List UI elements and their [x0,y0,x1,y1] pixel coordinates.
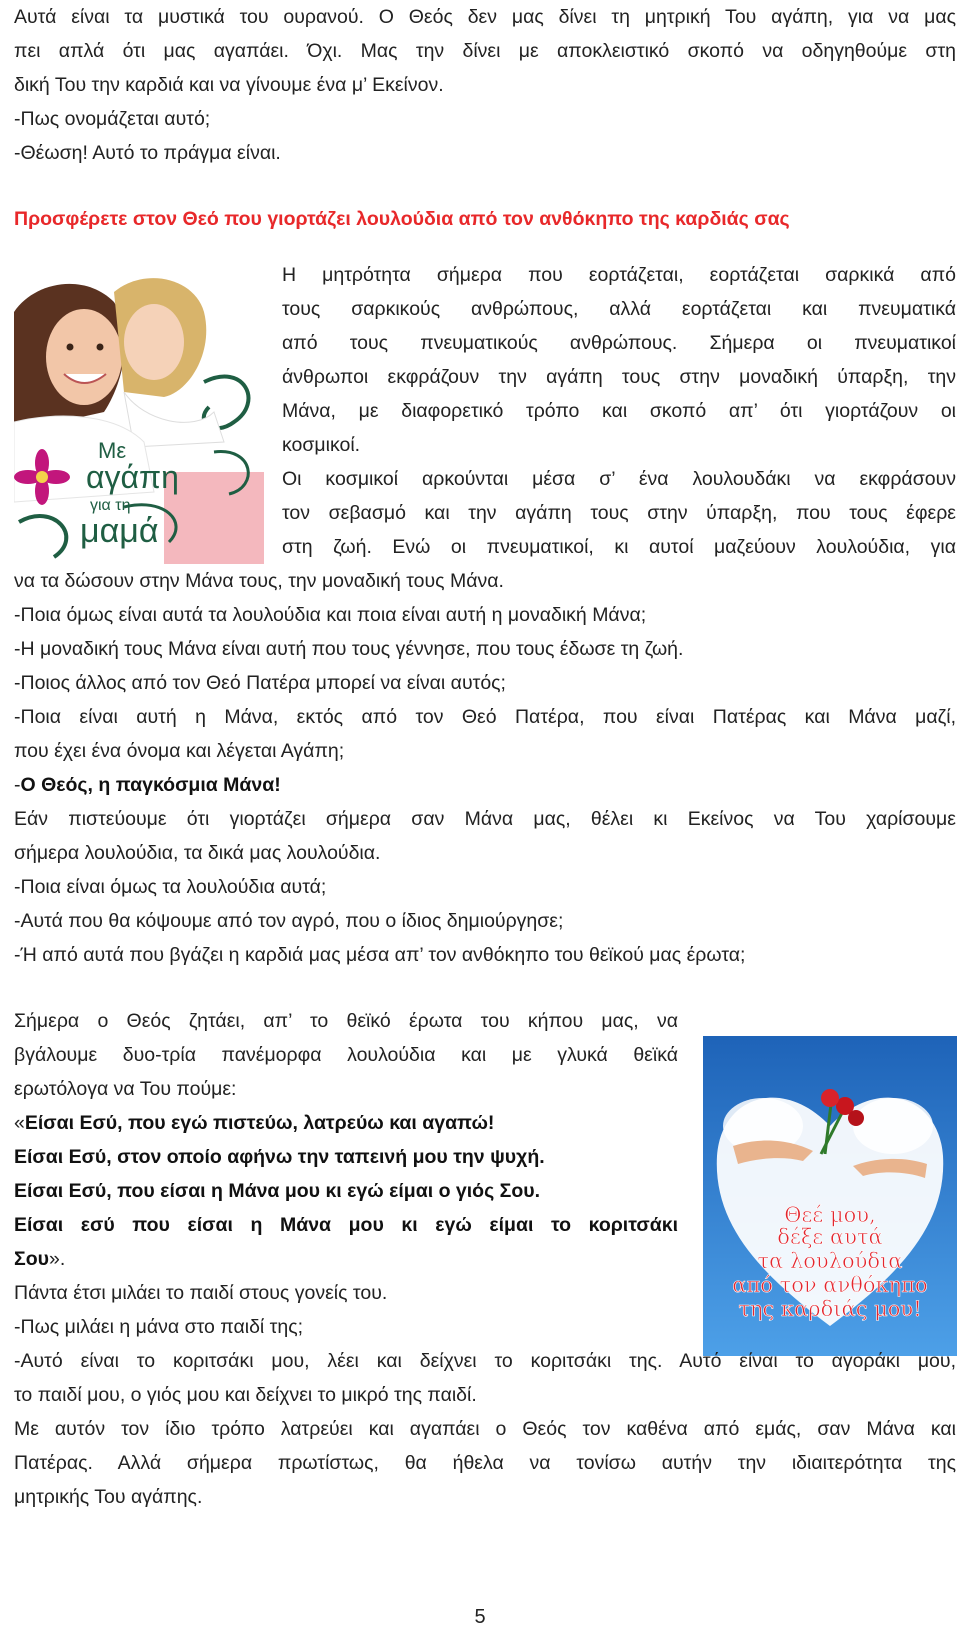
text-line: -Πως ονομάζεται αυτό; [14,108,211,130]
text-line: Εάν πιστεύουμε ότι γιορτάζει σήμερα σαν Μάνα μας, θέλει κι Εκείνος να Του χαρίσουμε [14,808,956,830]
bold-text: Σου [14,1248,49,1270]
text-line: Οι κοσμικοί αρκούνται μέσα σ’ ένα λουλουδάκι να εκφράσουν [282,468,956,490]
text-line: από τους πνευματικούς ανθρώπους. Σήμερα οι πνευματικοί [282,332,956,354]
text-line: -Αυτά που θα κόψουμε από τον αγρό, που ο ίδιος δημιούργησε; [14,910,564,932]
text-line: τον σεβασμό και την αγάπη τους στην ύπαρξη, που τους έφερε [282,502,956,524]
text-line: κοσμικοί. [282,434,361,456]
text-line: να τα δώσουν στην Μάνα τους, την μοναδική τους Μάνα. [14,570,504,592]
text-line: δική Του την καρδιά και να γίνουμε ένα μ’ Εκείνον. [14,74,444,96]
caption-line: τα λουλούδια [757,1249,903,1273]
text-line: Μάνα, με διαφορετικό τρόπο και σκοπό απ’ ότι γιορτάζουν οι [282,400,956,422]
text-line: -Η μοναδική τους Μάνα είναι αυτή που τους γέννησε, που τους έδωσε τη ζωή. [14,638,684,660]
text-line: μητρικής Του αγάπης. [14,1486,203,1508]
bold-text-line: Είσαι εσύ που είσαι η Μάνα μου κι εγώ είμαι το κοριτσάκι [14,1214,678,1236]
text-line: Πατέρας. Αλλά σήμερα πρωτίστως, θα ήθελα να τονίσω αυτήν την ιδιαιτερότητα της [14,1452,956,1474]
caption-agapi: αγάπη [86,459,179,495]
bold-exclamation: Ο Θεός, η παγκόσμια Μάνα! [20,774,281,796]
caption-gia-ti: για τη [90,497,131,514]
open-quote: « [14,1112,25,1134]
text-line: βγάλουμε δυο-τρία πανέμορφα λουλούδια και με γλυκά θεϊκά [14,1044,678,1066]
bold-text-line: Είσαι Εσύ, στον οποίο αφήνω την ταπεινή μου την ψυχή. [14,1146,545,1168]
text-line: τους σαρκικούς ανθρώπους, αλλά εορτάζεται και πνευματικά [282,298,956,320]
text-line: -Αυτό είναι το κοριτσάκι μου, λέει και δείχνει το κοριτσάκι της. Αυτό είναι το αγοράκι μου, [14,1350,956,1372]
heart-cloud-illustration [703,1036,957,1356]
text-line: -Ποια όμως είναι αυτά τα λουλούδια και ποια είναι αυτή η μοναδική Μάνα; [14,604,647,626]
text-line: Πάντα έτσι μιλάει το παιδί στους γονείς του. [14,1282,388,1304]
text-line: Με αυτόν τον ίδιο τρόπο λατρεύει και αγαπάει ο Θεός τον καθένα από εμάς, σαν Μάνα και [14,1418,956,1440]
caption-line: της καρδιάς μου! [738,1297,922,1321]
page-number: 5 [474,1606,486,1628]
text-line: -Ποια είναι όμως τα λουλούδια αυτά; [14,876,327,898]
bold-text-line: Είσαι Εσύ, που είσαι η Μάνα μου κι εγώ είμαι ο γιός Σου. [14,1180,541,1202]
text-line: άνθρωποι εκφράζουν την αγάπη τους στην μοναδική ύπαρξη, την [282,366,956,388]
text-line: πει απλά ότι μας αγαπάει. Όχι. Μας την δίνει με αποκλειστικό σκοπό να οδηγηθούμε στη [14,40,956,62]
text-line [14,1242,678,1276]
text-line: -Πως μιλάει η μάνα στο παιδί της; [14,1316,304,1338]
text-line [14,1106,678,1140]
mother-child-image [14,272,266,564]
text-line [14,768,956,802]
text-line: το παιδί μου, ο γιός μου και δείχνει το μικρό της παιδί. [14,1384,477,1406]
mother-child-illustration [14,272,266,564]
section-heading: Προσφέρετε στον Θεό που γιορτάζει λουλούδια από τον ανθόκηπο της καρδιάς σας [14,208,790,230]
text-line: -Ή από αυτά που βγάζει η καρδιά μας μέσα απ’ τον ανθόκηπο του θεϊκού μας έρωτα; [14,944,746,966]
text-line: -Θέωση! Αυτό το πράγμα είναι. [14,142,281,164]
caption-line: από τον ανθόκηπο [732,1273,928,1297]
dash: - [14,774,21,796]
text-line: σήμερα λουλούδια, τα δικά μας λουλούδια. [14,842,381,864]
heart-flowers-image [703,1036,957,1356]
caption-line: δέξε αυτά [777,1225,883,1249]
text-line: Σήμερα ο Θεός ζητάει, απ’ το θεϊκό έρωτα του κήπου μας, να [14,1010,678,1032]
caption-mama: μαμά [80,512,159,550]
text-line: Η μητρότητα σήμερα που εορτάζεται, εορτάζεται σαρκικά από [282,264,956,286]
caption-line: Θεέ μου, [784,1203,876,1227]
text-line: που έχει ένα όνομα και λέγεται Αγάπη; [14,740,345,762]
text-line: -Ποια είναι αυτή η Μάνα, εκτός από τον Θεό Πατέρα, που είναι Πατέρας και Μάνα μαζί, [14,706,956,728]
bold-text: Είσαι Εσύ, που εγώ πιστεύω, λατρεύω και αγαπώ! [24,1112,495,1134]
close-quote: ». [48,1248,66,1270]
text-line: Αυτά είναι τα μυστικά του ουρανού. Ο Θεός δεν μας δίνει τη μητρική Του αγάπη, για να μας [14,6,956,28]
text-line: -Ποιος άλλος από τον Θεό Πατέρα μπορεί να είναι αυτός; [14,672,506,694]
text-line: ερωτόλογα να Του πούμε: [14,1078,237,1100]
caption-me: Με [98,438,127,463]
text-line: στη ζωή. Ενώ οι πνευματικοί, κι αυτοί μαζεύουν λουλούδια, για [282,536,956,558]
